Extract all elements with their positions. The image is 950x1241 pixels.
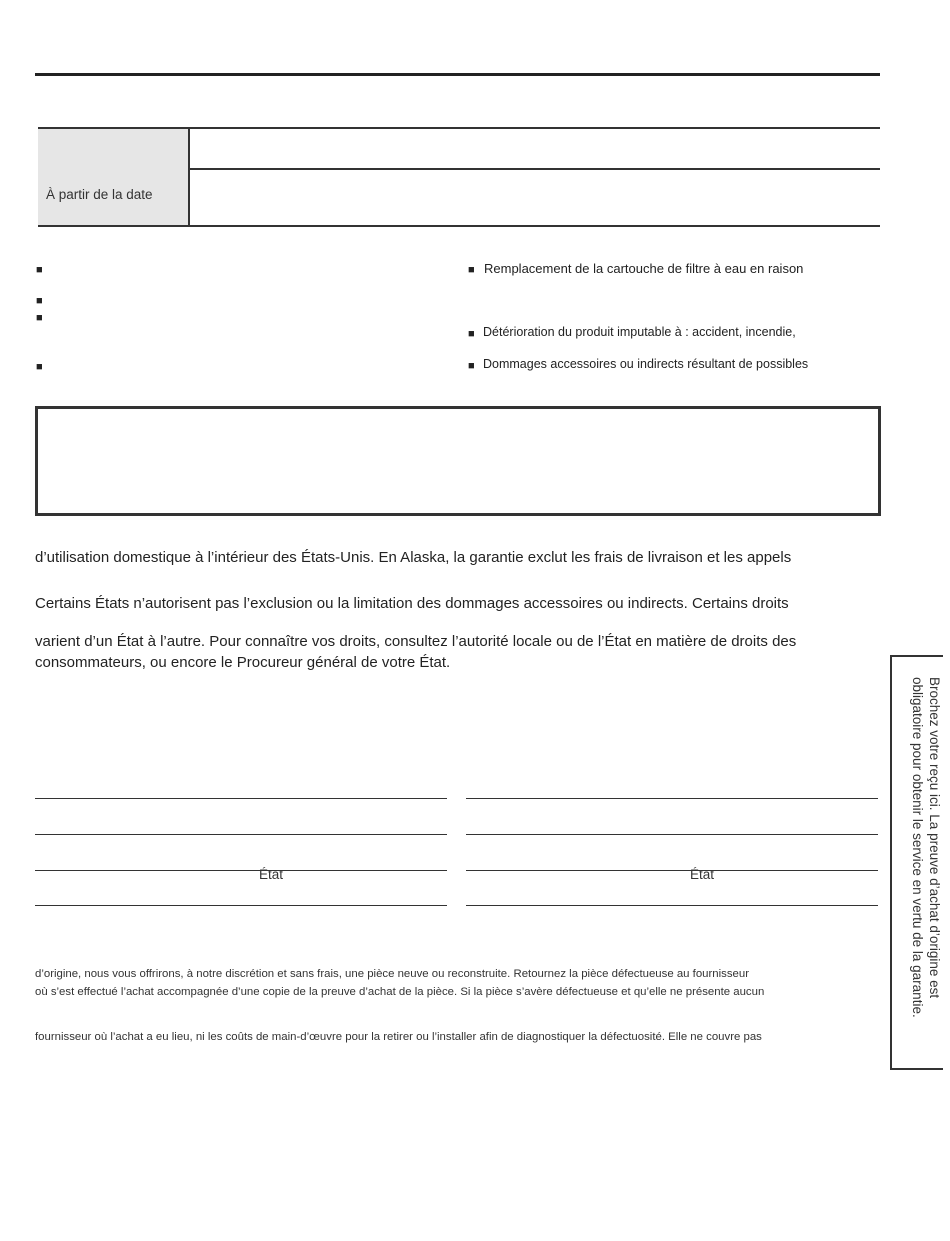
warranty-table-header-cell: [38, 129, 190, 168]
notice-box: [35, 406, 881, 516]
address-line: [35, 905, 447, 906]
header-rule: [35, 73, 880, 76]
state-label: État: [258, 867, 283, 882]
body-text-line: varient d’un État à l’autre. Pour connaître vos droits, consultez l’autorité locale ou de l’État en matière de droits des: [35, 633, 797, 650]
bullet-icon: ■: [36, 264, 43, 276]
body-text-line: d’utilisation domestique à l’intérieur des États-Unis. En Alaska, la garantie exclut les frais de livraison et les appels: [35, 549, 792, 566]
warranty-table: [38, 127, 880, 227]
address-line: [466, 905, 878, 906]
address-line: [35, 798, 447, 799]
body-text-line: Certains États n’autorisent pas l’exclusion ou la limitation des dommages accessoires ou indirects. Certains droits: [35, 595, 789, 612]
receipt-text-line: Brochez votre reçu ici. La preuve d’achat d’origine est: [927, 677, 942, 999]
fine-print-line: fournisseur où l’achat a eu lieu, ni les coûts de main-d’œuvre pour la retirer ou l’installer afin de diagnostiquer la défectuosité. Elle ne couvre pas: [35, 1031, 762, 1043]
state-label: État: [689, 867, 714, 882]
bullet-icon: ■: [36, 295, 43, 307]
address-line: [35, 834, 447, 835]
receipt-text-line: obligatoire pour obtenir le service en vertu de la garantie.: [910, 677, 925, 1018]
bullet-icon: ■: [36, 312, 43, 324]
exclusion-item: Détérioration du produit imputable à : accident, incendie,: [483, 325, 796, 339]
address-line: [466, 834, 878, 835]
receipt-tab: [890, 655, 943, 1070]
warranty-table-label-cell: [38, 168, 190, 225]
bullet-icon: ■: [36, 361, 43, 373]
warranty-table-row: [38, 168, 880, 227]
bullet-icon: ■: [468, 264, 475, 276]
receipt-instructions: [892, 657, 943, 1068]
exclusion-item: Dommages accessoires ou indirects résultant de possibles: [483, 357, 809, 371]
fine-print-line: d’origine, nous vous offrirons, à notre discrétion et sans frais, une pièce neuve ou reconstruite. Retournez la pièce défectueuse au fournisseur: [35, 968, 750, 980]
bullet-icon: ■: [468, 328, 475, 340]
warranty-table-row: [38, 127, 880, 170]
bullet-icon: ■: [468, 360, 475, 372]
address-line: [466, 798, 878, 799]
exclusion-item: Remplacement de la cartouche de filtre à eau en raison: [484, 261, 804, 276]
fine-print-line: où s’est effectué l’achat accompagnée d’une copie de la preuve d’achat de la pièce. Si la pièce s’avère défectueuse et qu’elle ne présente aucun: [35, 986, 765, 998]
body-text-line: consommateurs, ou encore le Procureur général de votre État.: [35, 654, 451, 671]
warranty-period-label: À partir de la date: [46, 187, 153, 202]
